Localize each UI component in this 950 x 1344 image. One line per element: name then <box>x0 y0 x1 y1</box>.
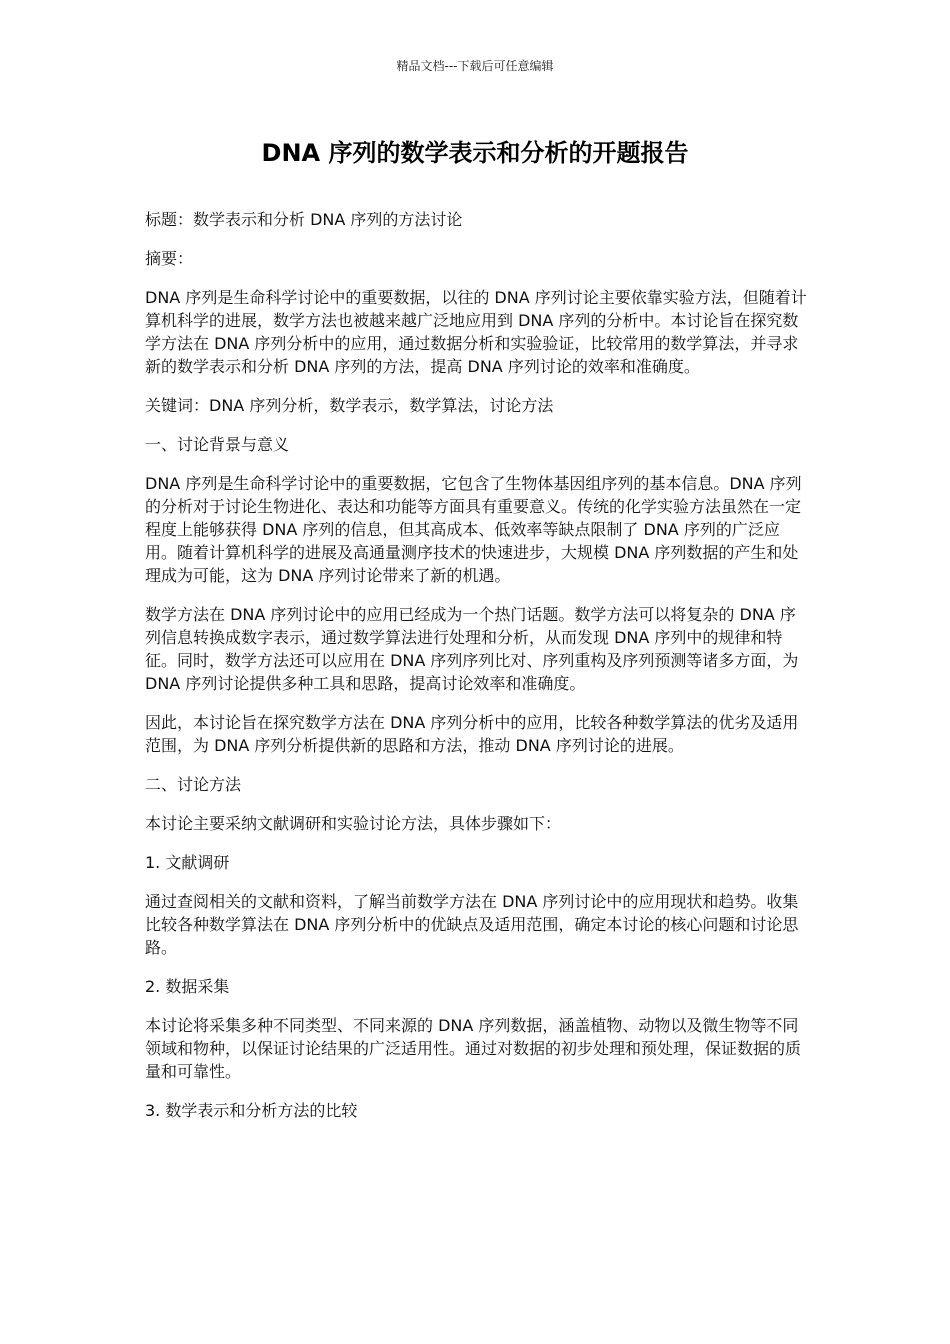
background-paragraph-1: DNA 序列是生命科学讨论中的重要数据，它包含了生物体基因组序列的基本信息。DNA 序列的分析对于讨论生物进化、表达和功能等方面具有重要意义。传统的化学实验方法虽然在一定程度上能够获得 DNA 序列的信息，但其高成本、低效率等缺点限制了 DNA 序列的广泛应用。随着计算机科学的进展及高通量测序技术的快速进步，大规模 DNA 序列数据的产生和处理成为可能，这为 DNA 序列讨论带来了新的机遇。 <box>145 474 802 585</box>
document-body <box>145 208 811 1138</box>
abstract-label: 摘要： <box>145 249 194 268</box>
step-heading-literature: 1. 文献调研 <box>145 853 230 872</box>
background-paragraph-3: 因此，本讨论旨在探究数学方法在 DNA 序列分析中的应用，比较各种数学算法的优劣及适用范围，为 DNA 序列分析提供新的思路和方法，推动 DNA 序列讨论的进展。 <box>145 713 799 755</box>
page-header-watermark: 精品文档---下载后可任意编辑 <box>396 59 554 73</box>
subject-line: 标题：数学表示和分析 DNA 序列的方法讨论 <box>145 210 463 229</box>
step-heading-comparison: 3. 数学表示和分析方法的比较 <box>145 1101 358 1120</box>
section-heading-background: 一、讨论背景与意义 <box>145 435 290 454</box>
step-text-data: 本讨论将采集多种不同类型、不同来源的 DNA 序列数据，涵盖植物、动物以及微生物等不同领域和物种，以保证讨论结果的广泛适用性。通过对数据的初步处理和预处理，保证数据的质量和可靠性。 <box>145 1016 802 1081</box>
background-paragraph-2: 数学方法在 DNA 序列讨论中的应用已经成为一个热门话题。数学方法可以将复杂的 DNA 序列信息转换成数字表示，通过数学算法进行处理和分析，从而发现 DNA 序列中的规律和特征。同时，数学方法还可以应用在 DNA 序列序列比对、序列重构及序列预测等诸多方面，为 DNA 序列讨论提供多种工具和思路，提高讨论效率和准确度。 <box>145 605 799 693</box>
step-heading-data: 2. 数据采集 <box>145 977 230 996</box>
document-title: DNA 序列的数学表示和分析的开题报告 <box>261 139 689 167</box>
abstract-paragraph: DNA 序列是生命科学讨论中的重要数据，以往的 DNA 序列讨论主要依靠实验方法，但随着计算机科学的进展，数学方法也被越来越广泛地应用到 DNA 序列的分析中。本讨论旨在探究数学方法在 DNA 序列分析中的应用，通过数据分析和实验验证，比较常用的数学算法，并寻求新的数学表示和分析 DNA 序列的方法，提高 DNA 序列讨论的效率和准确度。 <box>145 288 807 376</box>
section-heading-methods: 二、讨论方法 <box>145 775 242 794</box>
keywords-line: 关键词：DNA 序列分析，数学表示，数学算法，讨论方法 <box>145 396 554 415</box>
methods-intro: 本讨论主要采纳文献调研和实验讨论方法，具体步骤如下： <box>145 814 562 833</box>
step-text-literature: 通过查阅相关的文献和资料，了解当前数学方法在 DNA 序列讨论中的应用现状和趋势。收集比较各种数学算法在 DNA 序列分析中的优缺点及适用范围，确定本讨论的核心问题和讨论思路。 <box>145 892 799 957</box>
